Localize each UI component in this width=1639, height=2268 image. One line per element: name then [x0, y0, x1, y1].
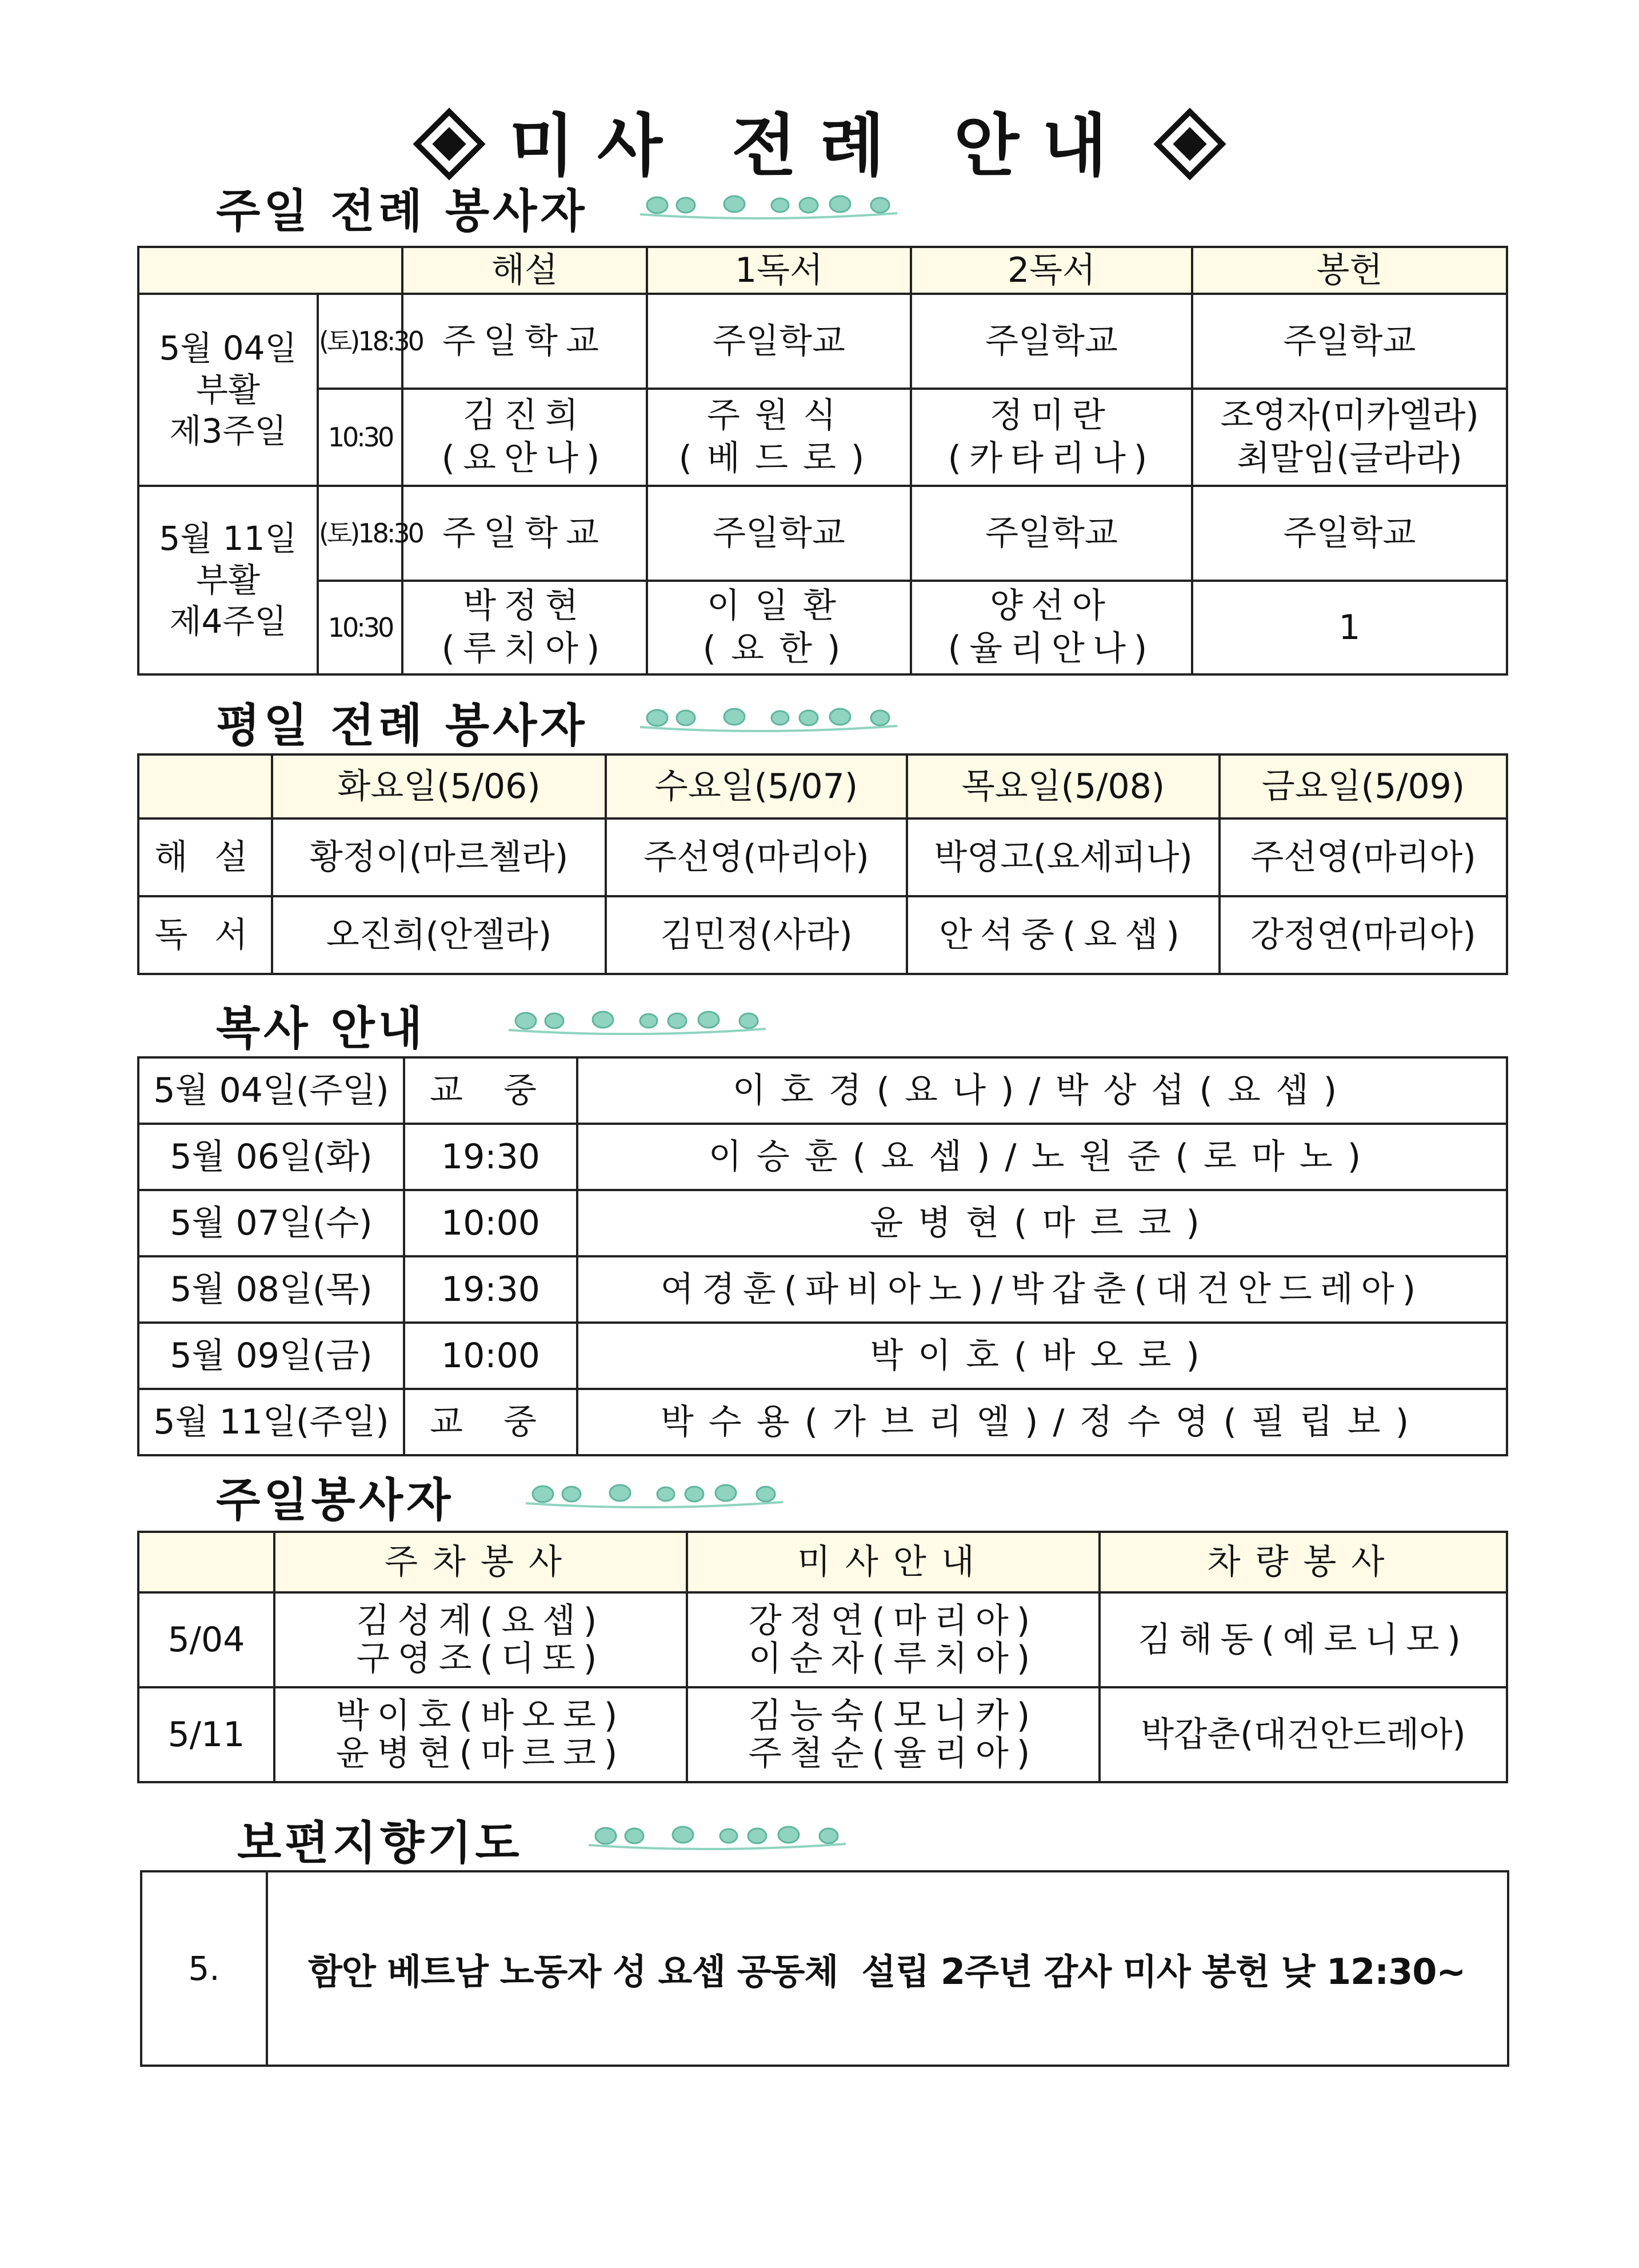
section-title-prayer: 보편지향기도: [237, 1816, 523, 1870]
date-cell: 5/11: [138, 1687, 274, 1782]
date-cell: 5월 07일(수): [138, 1190, 404, 1256]
time-cell: (토)18:30: [318, 294, 402, 389]
time-cell: 교 중: [404, 1057, 577, 1124]
time-cell: 10:30: [318, 581, 402, 674]
date-cell: 5월 04일(주일): [138, 1057, 404, 1124]
guide-cell: 김능숙(모니카) 주철순(율리아): [687, 1687, 1100, 1782]
names-cell: 이승훈(요셉)/노원준(로마노): [577, 1124, 1507, 1190]
names-cell: 박수용(가브리엘)/정수영(필립보): [577, 1389, 1507, 1455]
header-cell: 차량봉사: [1100, 1532, 1507, 1592]
prayer-box: [140, 1870, 1509, 2067]
corner-cell: [138, 247, 402, 294]
header-cell: 해설: [402, 247, 647, 294]
corner-cell: [138, 754, 272, 818]
cell: 주선영(마리아): [1220, 818, 1507, 896]
cell: 1: [1192, 581, 1507, 674]
vehicle-cell: 김해동(예로니모): [1100, 1592, 1507, 1687]
row-label: 해 설: [138, 818, 272, 896]
parking-cell: 김성계(요셉) 구영조(디또): [274, 1592, 687, 1687]
cell: 김민정(사라): [606, 896, 907, 974]
parking-cell: 박이호(바오로) 윤병현(마르코): [274, 1687, 687, 1782]
cell: 주일학교: [911, 486, 1192, 581]
time-cell: 19:30: [404, 1256, 577, 1323]
cell: 강정연(마리아): [1220, 896, 1507, 974]
sunday-volunteers-table: [137, 1531, 1508, 1783]
prayer-text: 함안 베트남 노동자 성 요셉 공동체 설립 2주년 감사 미사 봉헌 낮 12:30~: [308, 1950, 1466, 1993]
header-cell: 주차봉사: [274, 1532, 687, 1592]
ornament-icon: [503, 1007, 771, 1038]
guide-cell: 강정연(마리아) 이순자(루치아): [687, 1592, 1100, 1687]
cell: 주일학교: [402, 486, 647, 581]
cell: 주일학교: [1192, 486, 1507, 581]
page-title: 미사 전례 안내: [0, 91, 1639, 189]
cell: 박영고(요세피나): [907, 818, 1220, 896]
header-cell: 2독서: [911, 247, 1192, 294]
cell: 양선아 (율리안나): [911, 581, 1192, 674]
names-cell: 여경훈(파비아노)/박갑춘(대건안드레아): [577, 1256, 1507, 1323]
time-cell: 19:30: [404, 1124, 577, 1190]
cell: 이일환 (요한): [647, 581, 911, 674]
diamond-icon: [1153, 107, 1226, 180]
time-cell: 10:00: [404, 1190, 577, 1256]
cell: 황정이(마르첼라): [272, 818, 606, 896]
sunday-liturgy-table: [137, 246, 1508, 676]
cell: 주일학교: [1192, 294, 1507, 389]
date-cell: 5월 06일(화): [138, 1124, 404, 1190]
cell: 주일학교: [647, 486, 911, 581]
divider: [266, 1872, 268, 2065]
ornament-icon: [583, 1822, 852, 1853]
ornament-icon: [634, 191, 903, 222]
section-title-sunday: 주일 전례 봉사자: [216, 185, 588, 238]
time-cell: 10:30: [318, 389, 402, 486]
weekday-liturgy-table: [137, 753, 1508, 975]
date-cell: 5월 09일(금): [138, 1323, 404, 1389]
altar-server-table: [137, 1056, 1508, 1456]
cell: 주일학교: [647, 294, 911, 389]
header-cell: 수요일(5/07): [606, 754, 907, 818]
ornament-icon: [520, 1480, 789, 1511]
cell: 조영자(미카엘라) 최말임(글라라): [1192, 389, 1507, 486]
cell: 주원식 (베드로): [647, 389, 911, 486]
date-cell: 5월 04일 부활 제3주일: [138, 294, 318, 486]
header-cell: 금요일(5/09): [1220, 754, 1507, 818]
names-cell: 박이호(바오로): [577, 1323, 1507, 1389]
cell: 주일학교: [402, 294, 647, 389]
section-title-weekday: 평일 전례 봉사자: [216, 699, 588, 752]
corner-cell: [138, 1532, 274, 1592]
header-cell: 미사안내: [687, 1532, 1100, 1592]
prayer-number: 5.: [188, 1949, 220, 1988]
names-cell: 윤병현(마르코): [577, 1190, 1507, 1256]
cell: 주일학교: [911, 294, 1192, 389]
time-cell: 10:00: [404, 1323, 577, 1389]
header-cell: 1독서: [647, 247, 911, 294]
ornament-icon: [634, 704, 903, 735]
cell: 정미란 (카타리나): [911, 389, 1192, 486]
time-cell: 교 중: [404, 1389, 577, 1455]
diamond-icon: [413, 107, 485, 180]
cell: 박정현 (루치아): [402, 581, 647, 674]
date-cell: 5월 11일 부활 제4주일: [138, 486, 318, 674]
section-title-altar: 복사 안내: [216, 1002, 426, 1055]
cell: 오진희(안젤라): [272, 896, 606, 974]
header-cell: 목요일(5/08): [907, 754, 1220, 818]
header-cell: 봉헌: [1192, 247, 1507, 294]
date-cell: 5월 08일(목): [138, 1256, 404, 1323]
date-cell: 5/04: [138, 1592, 274, 1687]
section-title-sunday-volunteers: 주일봉사자: [216, 1474, 454, 1527]
time-cell: (토)18:30: [318, 486, 402, 581]
row-label: 독 서: [138, 896, 272, 974]
names-cell: 이호경(요나)/박상섭(요셉): [577, 1057, 1507, 1124]
date-cell: 5월 11일(주일): [138, 1389, 404, 1455]
cell: 김진희 (요안나): [402, 389, 647, 486]
cell: 주선영(마리아): [606, 818, 907, 896]
cell: 안석중(요셉): [907, 896, 1220, 974]
header-cell: 화요일(5/06): [272, 754, 606, 818]
vehicle-cell: 박갑춘(대건안드레아): [1100, 1687, 1507, 1782]
